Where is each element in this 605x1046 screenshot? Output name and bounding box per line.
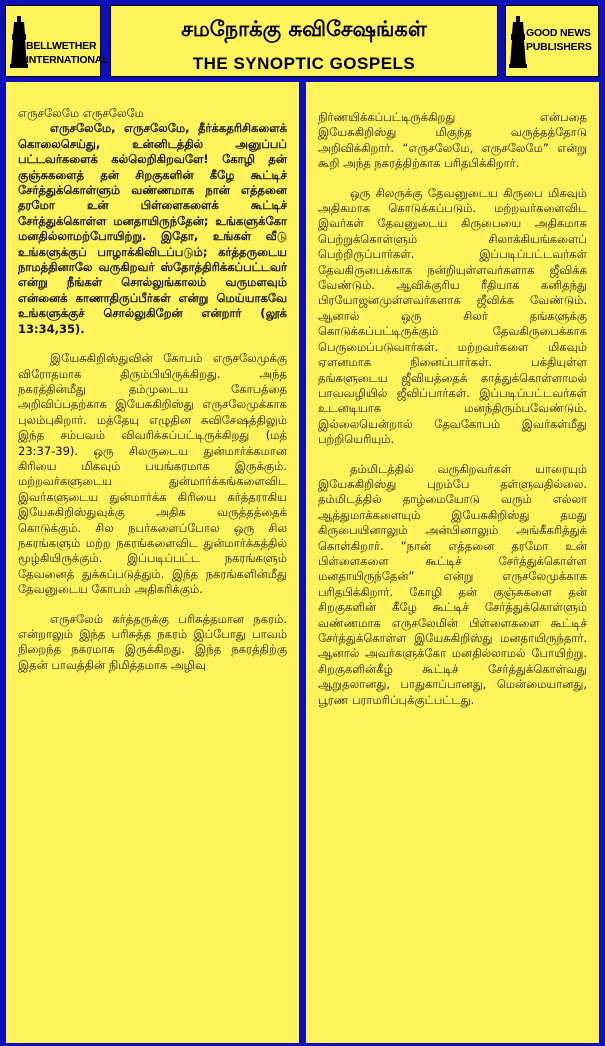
logo-line-2: INTERNATIONAL	[26, 54, 109, 66]
paragraph: இயேசுகிறிஸ்துவின் கோபம் எருசலேமுக்கு விரோதமாக திரும்பியிருக்கிறது. அந்த நகரத்தின்மீது தம்முடைய கோபத்தை அறிவிப்பதற்காக இயேசுகிறிஸ்து எருசலேமுக்காக புலம்புகிறார். மத்தேயு எழுதின சுவிசேஷத்திலும் இந்த சம்பவம் விவரிக்கப்பட்டிருக்கிறது (மத் 23:37-39). ஒரு சிலருடைய துன்மார்க்கமான கிரியை மிகவும் பயங்கரமாக இருக்கும். மற்றவர்களுடைய துன்மார்க்கங்களைவிட இவர்களுடைய துன்மார்க்க கிரியை கர்த்தராகிய இயேசுகிறிஸ்துவுக்கு அதிக வருத்தத்தைக் கொடுக்கும். சில நபர்களைப்போல ஒரு சில நகரங்களும் மற்ற நகரங்களைவிட துன்மார்க்கத்தில் மூழ்கியிருக்கும். இப்படிப்பட்ட நகரங்களும் தேவனைத் துக்கப்படுத்தும். இந்த நகரங்களின்மீது தேவனுடைய கோபம் அதிகரிக்கும்.	[18, 351, 287, 597]
bellwether-logo	[5, 5, 109, 77]
paragraph: தம்மிடத்தில் வருகிறவர்கள் யாரையும் இயேசுகிறிஸ்து புறம்பே தள்ளுவதில்லை. தம்மிடத்தில் தாழ்மையோடு வரும் எல்லா ஆத்துமாக்களையும் இயேசுகிறிஸ்து தமது கிருபையினாலும் அன்பினாலும் அங்கீகரித்துக் கொள்கிறார். “நான் எத்தனை தரமோ உன் பிள்ளைகளை கூட்டிச் சேர்த்துக்கொள்ள மனதாயிருந்தேன்” என்று எருசலேமுக்காக பரிதபிக்கிறார். கோழி தன் குஞ்சுகளை தன் சிறகுகளின் கீழே கூட்டிச் சேர்த்துக்கொள்ளும் வண்ணமாக எருசலேமின் பிள்ளைகளை கூட்டிச் சேர்த்துக்கொள்ள இயேசுகிறிஸ்து மனதாயிருந்தார். ஆனால் அவர்களுக்கோ மனதில்லாமல் போயிற்று. சிறகுகளின்கீழ் கூட்டிச் சேர்த்துக்கொள்வது ஆறுதலானது, பாதுகாப்பானது, மென்மையானது, பூரண பராமரிப்புக்குட்பட்டது.	[318, 461, 587, 707]
bellwether-logo-text	[26, 39, 108, 67]
logo-line-1: GOOD NEWS	[526, 27, 591, 39]
good-news-logo	[505, 5, 599, 77]
paragraph: எருசலேம் கர்த்தருக்கு பரிசுத்தமான நகரம். என்றாலும் இந்த பரிசுத்த நகரம் இப்போது பாவம் நிறைந்த நகரமாக இருக்கிறது. இந்த நகரத்திற்கு இதன் பாவத்தின் நிமித்தமாக அழிவு	[18, 611, 287, 672]
page-header	[0, 0, 605, 82]
good-news-logo-text	[526, 26, 592, 54]
section-heading: எருசலேமே எருசலேமே	[18, 106, 144, 120]
scripture-quote: எருசலேமே, எருசலேமே, தீர்க்கதரிசிகளைக் கொலைசெய்து, உன்னிடத்தில் அனுப்பப் பட்டவர்களைக் கல்லெறிகிறவளே! கோழி தன் குஞ்சுகளைத் தன் சிறகுகளின் கீழே கூட்டிச் சேர்த்துக்கொள்ளும் வண்ணமாக நான் எத்தனை தரமோ உன் பிள்ளைகளைக் கூட்டிச் சேர்த்துக்கொள்ள மனதாயிருந்தேன்; உங்களுக்கோ மனதில்லாமற்போயிற்று. இதோ, உங்கள் வீடு உங்களுக்குப் பாழாக்கிவிடப்படும்; கர்த்தருடைய நாமத்தினாலே வருகிறவர் ஸ்தோத்திரிக்கப்பட்டவர் என்று நீங்கள் சொல்லுங்காலம் வருமளவும் என்னைக் காணாதிருப்பீர்கள் என்று மெய்யாகவே உங்களுக்குச் சொல்லுகிறேன் என்றார் (லூக் 13:34,35).	[18, 121, 287, 336]
page-title-english: THE SYNOPTIC GOSPELS	[192, 54, 416, 73]
logo-line-1: BELLWETHER	[26, 40, 97, 52]
left-column	[6, 82, 299, 1043]
bell-tower-icon	[509, 16, 527, 68]
logo-line-2: PUBLISHERS	[526, 41, 592, 53]
right-column	[306, 82, 599, 1043]
title-banner	[110, 5, 498, 77]
page-title-tamil: சமநோக்கு சுவிசேஷங்கள்	[181, 17, 427, 41]
paragraph: நிர்ணயிக்கப்பட்டிருக்கிறது என்பதை இயேசுகிறிஸ்து மிகுந்த வருத்தத்தோடு அறிவிக்கிறார். “எருசலேமே, எருசலேமே” என்று கூறி அந்த நகரத்திற்காக பரிதபிக்கிறார்.	[318, 110, 587, 171]
paragraph: ஒரு சிலருக்கு தேவனுடைய கிருபை மிகவும் அதிகமாக கொடுக்கப்படும். மற்றவர்களைவிட இவர்கள் தேவனுடைய கிருபையை அதிகமாக பெற்றுக்கொள்ளும் சிலாக்கியங்களைப் பெற்றிருப்பார்கள். இப்படிப்பட்டவர்கள் தேவகிருபைக்காக நன்றியுள்ளவர்களாக ஜீவிக்க வேண்டும். ஆவிக்குரிய ரீதியாக கனிதந்து பிரயோஜனமுள்ளவர்களாக ஜீவிக்க வேண்டும். ஆனால் ஒரு சிலர் தங்களுக்கு கொடுக்கப்பட்டிருக்கும் தேவகிருபைக்காக பெருமைப்படுவார்கள். மற்றவர்களை மிகவும் ஏளனமாக நினைப்பார்கள். பக்தியுள்ள தங்களுடைய ஜீவியத்தைக் காத்துக்கொள்ளாமல் பாவவழியில் ஜீவிப்பார்கள். இப்படிப்பட்டவர்கள் உடனடியாக மனந்திரும்பவேண்டும். இல்லையென்றால் தேவகோபம் இவர்கள்மீது பற்றியெரியும்.	[318, 185, 587, 447]
